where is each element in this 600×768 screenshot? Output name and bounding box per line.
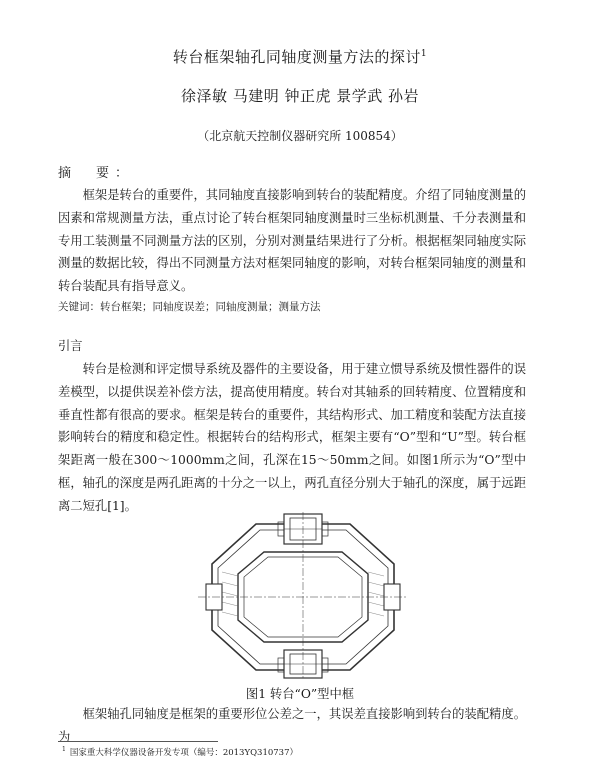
abstract-label: 摘 要： bbox=[58, 166, 135, 181]
author-list: 徐泽敏 马建明 钟正虎 景学武 孙岩 bbox=[180, 87, 420, 105]
section-heading: 引言 bbox=[58, 339, 83, 353]
footnote-mark: 1 bbox=[62, 746, 66, 754]
footnote bbox=[62, 746, 298, 758]
footnote-divider bbox=[58, 741, 218, 742]
title-footnote-mark: 1 bbox=[420, 49, 428, 59]
keywords: 关键词：转台框架；同轴度误差；同轴度测量；测量方法 bbox=[58, 301, 321, 313]
abstract-text: 框架是转台的重要件，其同轴度直接影响到转台的装配精度。介绍了同轴度测量的因素和常规测量方法，重点讨论了转台框架同轴度测量时三坐标机测量、千分表测量和专用工装测量不同测量方法的区别，分别对测量结果进行了分析。根据框架同轴度实际测量的数据比较，得出不同测量方法对框架同轴度的影响，对转台框架同轴度的测量和转台装配具有指导意义。 bbox=[58, 188, 526, 294]
o-frame-figure bbox=[198, 512, 408, 680]
affiliation: （北京航天控制仪器研究所 100854） bbox=[197, 129, 403, 143]
figure-caption: 图1 转台“O”型中框 bbox=[245, 687, 355, 701]
intro-paragraph: 转台是检测和评定惯导系统及器件的主要设备，用于建立惯导系统及惯性器件的误差模型，以提供误差补偿方法，提高使用精度。转台对其轴系的回转精度、位置精度和垂直性都有很高的要求。框架是转台的重要件，其结构形式、加工精度和装配方法直接影响转台的精度和稳定性。根据转台的结构形式，框架主要有“O”型和“U”型。转台框架距离一般在300～1000mm之间，孔深在15～50mm之间。如图1所示为“O”型中框，轴孔的深度是两孔距离的十分之一以上，两孔直径分别大于轴孔的深度，属于远距离二短孔[1]。 bbox=[58, 362, 526, 513]
paper-title: 转台框架轴孔同轴度测量方法的探讨$^1$ bbox=[172, 48, 428, 66]
footnote-text: 国家重大科学仪器设备开发专项（编号：2013YQ310737） bbox=[69, 748, 298, 758]
continuation-paragraph: 框架轴孔同轴度是框架的重要形位公差之一，其误差直接影响到转台的装配精度。为 bbox=[58, 707, 526, 744]
